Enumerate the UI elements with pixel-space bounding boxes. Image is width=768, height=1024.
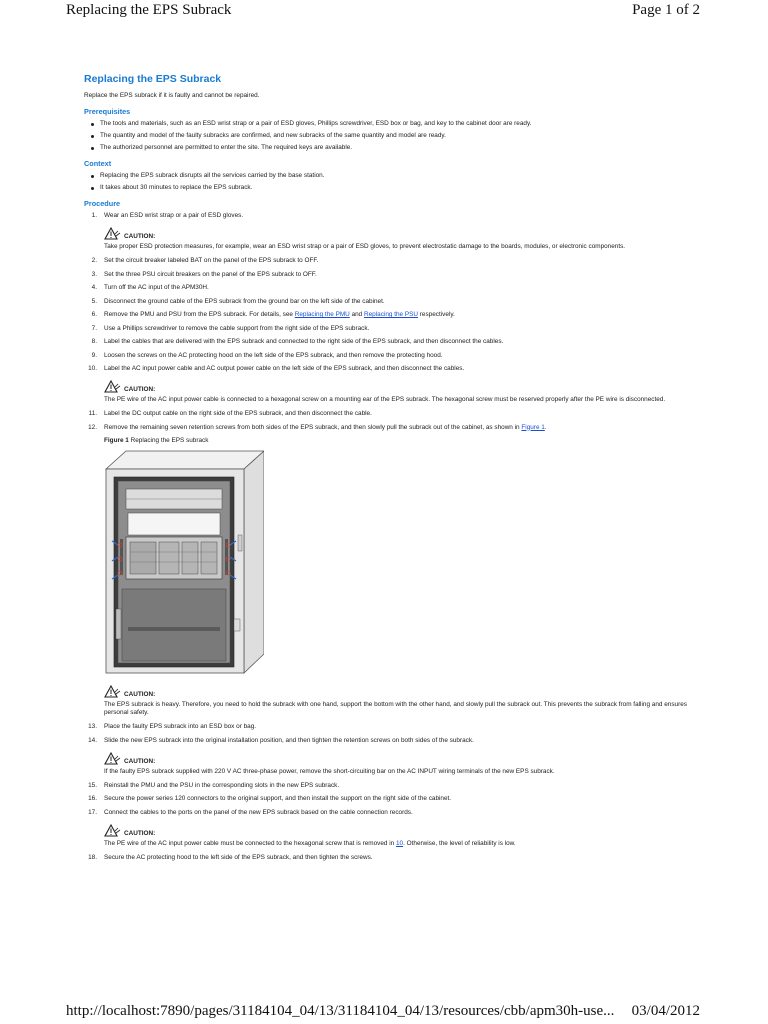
figure-label: Figure 1 <box>104 437 129 444</box>
figure-caption-text: Replacing the EPS subrack <box>128 437 209 444</box>
caution-label: CAUTION: <box>124 757 156 765</box>
document-body <box>84 70 694 867</box>
procedure-step: 18. Secure the AC protecting hood to the left side of the EPS subrack, and then tighten the screws. <box>88 853 373 861</box>
step-text: . <box>544 423 547 431</box>
caution-box <box>104 825 694 848</box>
procedure-step: 7. Use a Phillips screwdriver to remove the cable support from the right side of the EPS subrack. <box>91 324 370 332</box>
step-text: and <box>349 311 365 318</box>
procedure-step: 11. Label the DC output cable on the right side of the EPS subrack, and then disconnect the cable. <box>88 410 372 417</box>
procedure-step: 4. Turn off the AC input of the APM30H. <box>91 284 209 291</box>
procedure-step: 5. Disconnect the ground cable of the EPS subrack from the ground bar on the left side of the cabinet. <box>91 297 385 305</box>
procedure-step: 9. Loosen the screws on the AC protecting hood on the left side of the EPS subrack, and then remove the protecting hood. <box>91 351 443 359</box>
step-text: Reinstall the PMU and the PSU in the corresponding slots in the new EPS subrack. <box>104 781 340 789</box>
cabinet-illustration <box>104 449 264 675</box>
step-text: Slide the new EPS subrack into the original installation position, and then tighten the retention screws on both sides of the subrack. <box>104 736 474 744</box>
step-text: Connect the cables to the ports on the panel of the new EPS subrack based on the cable connection records. <box>104 808 413 816</box>
procedure-step: 15. Reinstall the PMU and the PSU in the corresponding slots in the new EPS subrack. <box>88 781 340 789</box>
step-text: Set the three PSU circuit breakers on the panel of the EPS subrack to OFF. <box>104 270 317 278</box>
warning-icon <box>104 380 122 394</box>
caution-text: The PE wire of the AC input power cable is connected to a hexagonal screw on a mounting ear of the EPS subrack. The hexagonal screw must be reserved properly after the PE wire is disconnected. <box>104 396 666 403</box>
procedure-step: 6. Remove the PMU and PSU from the EPS subrack. For details, see Replacing the PMU and Replacing the PSU respectively. <box>91 311 455 318</box>
page-footer <box>0 1003 768 1023</box>
procedure-step: 3. Set the three PSU circuit breakers on the panel of the EPS subrack to OFF. <box>91 270 317 278</box>
step-text: Set the circuit breaker labeled BAT on the panel of the EPS subrack to OFF. <box>104 257 319 264</box>
caution-box <box>104 686 694 717</box>
caution-text: The PE wire of the AC input power cable must be connected to the hexagonal screw that is removed in 10. Otherwise, the level of reliability is low. <box>104 839 516 847</box>
step-text: Disconnect the ground cable of the EPS subrack from the ground bar on the left side of the cabinet. <box>104 297 385 305</box>
procedure-step: 14. Slide the new EPS subrack into the original installation position, and then tighten the retention screws on both sides of the subrack. <box>88 736 474 744</box>
header-page-number: Page 1 of 2 <box>632 2 700 18</box>
step-text: Turn off the AC input of the APM30H. <box>104 284 209 291</box>
caution-box <box>104 381 694 404</box>
step-text: Secure the power series 120 connectors to the original support, and then install the support on the right side of the cabinet. <box>104 795 452 802</box>
context-list <box>84 172 694 192</box>
step-text: respectively. <box>418 311 455 318</box>
procedure-step: 10. Label the AC input power cable and AC output power cable on the left side of the EPS subrack, and then disconnect the cables. <box>88 365 465 372</box>
step-text: Secure the AC protecting hood to the left side of the EPS subrack, and then tighten the screws. <box>104 853 373 861</box>
replacing-psu-link[interactable]: Replacing the PSU <box>364 311 419 318</box>
prerequisites-heading: Prerequisites <box>84 107 131 116</box>
step-text: Remove the remaining seven retention screws from both sides of the EPS subrack, and then slowly pull the subrack out of the cabinet, as shown in <box>104 423 522 431</box>
procedure-step: 8. Label the cables that are delivered with the EPS subrack and connected to the right side of the EPS subrack, and then disconnect the cables. <box>91 338 504 345</box>
warning-icon <box>104 752 122 766</box>
procedure-heading: Procedure <box>84 199 121 208</box>
step-text: Label the AC input power cable and AC output power cable on the left side of the EPS subrack, and then disconnect the cables. <box>104 365 465 372</box>
step-text: Loosen the screws on the AC protecting hood on the left side of the EPS subrack, and then remove the protecting hood. <box>104 351 443 359</box>
step-text: Wear an ESD wrist strap or a pair of ESD gloves. <box>104 212 244 219</box>
step-text: Label the DC output cable on the right side of the EPS subrack, and then disconnect the cable. <box>104 410 372 417</box>
caution-box <box>104 228 694 251</box>
step-text: Use a Phillips screwdriver to remove the cable support from the right side of the EPS subrack. <box>104 324 370 332</box>
procedure-step: 17. Connect the cables to the ports on the panel of the new EPS subrack based on the cable connection records. <box>88 808 413 816</box>
warning-icon <box>104 227 122 241</box>
procedure-step: 16. Secure the power series 120 connectors to the original support, and then install the support on the right side of the cabinet. <box>88 795 452 802</box>
list-item: The tools and materials, such as an ESD wrist strap or a pair of ESD gloves, Phillips screwdriver, ESD box or bag, and key to the cabinet door are ready. <box>84 120 694 128</box>
footer-url: http://localhost:7890/pages/31184104_04/13/31184104_04/13/resources/cbb/apm30h-use... <box>66 1003 615 1019</box>
procedure-step: 2. Set the circuit breaker labeled BAT on the panel of the EPS subrack to OFF. <box>91 257 319 264</box>
prerequisites-list <box>84 120 694 152</box>
caution-text: If the faulty EPS subrack supplied with 220 V AC three-phase power, remove the short-circuiting bar on the AC INPUT wiring terminals of the new EPS subrack. <box>104 767 555 775</box>
figure-1-link[interactable]: Figure 1 <box>521 423 545 431</box>
intro-text: Replace the EPS subrack if it is faulty and cannot be repaired. <box>84 92 260 99</box>
step-text: Label the cables that are delivered with the EPS subrack and connected to the right side of the EPS subrack, and then disconnect the cables. <box>104 338 504 345</box>
procedure-step: 13. Place the faulty EPS subrack into an ESD box or bag. <box>88 723 257 730</box>
list-item: It takes about 30 minutes to replace the EPS subrack. <box>84 184 694 192</box>
step-text: Place the faulty EPS subrack into an ESD box or bag. <box>104 723 257 730</box>
caution-text: Take proper ESD protection measures, for example, wear an ESD wrist strap or a pair of ESD gloves, to prevent electrostatic damage to the boards, modules, or electronic components. <box>104 243 626 250</box>
figure-caption <box>104 437 694 445</box>
caution-label: CAUTION: <box>124 386 156 393</box>
caution-label: CAUTION: <box>124 233 156 240</box>
context-heading: Context <box>84 159 112 168</box>
list-item: The quantity and model of the faulty subracks are confirmed, and new subracks of the same quantity and model are ready. <box>84 132 694 140</box>
footer-date: 03/04/2012 <box>631 1003 700 1019</box>
caution-label: CAUTION: <box>124 691 156 698</box>
caution-text: The EPS subrack is heavy. Therefore, you need to hold the subrack with one hand, support the bottom with the other hand, and slowly pull the subrack out. This prevents the subrack from falling and ensures personal safety. <box>104 701 687 716</box>
header-title: Replacing the EPS Subrack <box>66 2 232 18</box>
caution-box <box>104 753 694 776</box>
step-10-link[interactable]: 10 <box>396 839 404 847</box>
list-item: Replacing the EPS subrack disrupts all the services carried by the base station. <box>84 172 694 180</box>
warning-icon <box>104 685 122 699</box>
procedure-step: 1. Wear an ESD wrist strap or a pair of ESD gloves. <box>91 212 244 219</box>
page-header <box>0 0 768 26</box>
procedure-step: 12. Remove the remaining seven retention screws from both sides of the EPS subrack, and then slowly pull the subrack out of the cabinet, as shown in Figure 1. <box>88 423 547 431</box>
figure-eps-subrack <box>104 449 694 678</box>
page-title: Replacing the EPS Subrack <box>84 73 222 85</box>
step-text: Remove the PMU and PSU from the EPS subrack. For details, see <box>104 311 295 318</box>
replacing-pmu-link[interactable]: Replacing the PMU <box>294 311 350 318</box>
warning-icon <box>104 824 122 838</box>
caution-label: CAUTION: <box>124 829 156 837</box>
list-item: The authorized personnel are permitted to enter the site. The required keys are available. <box>84 144 694 152</box>
